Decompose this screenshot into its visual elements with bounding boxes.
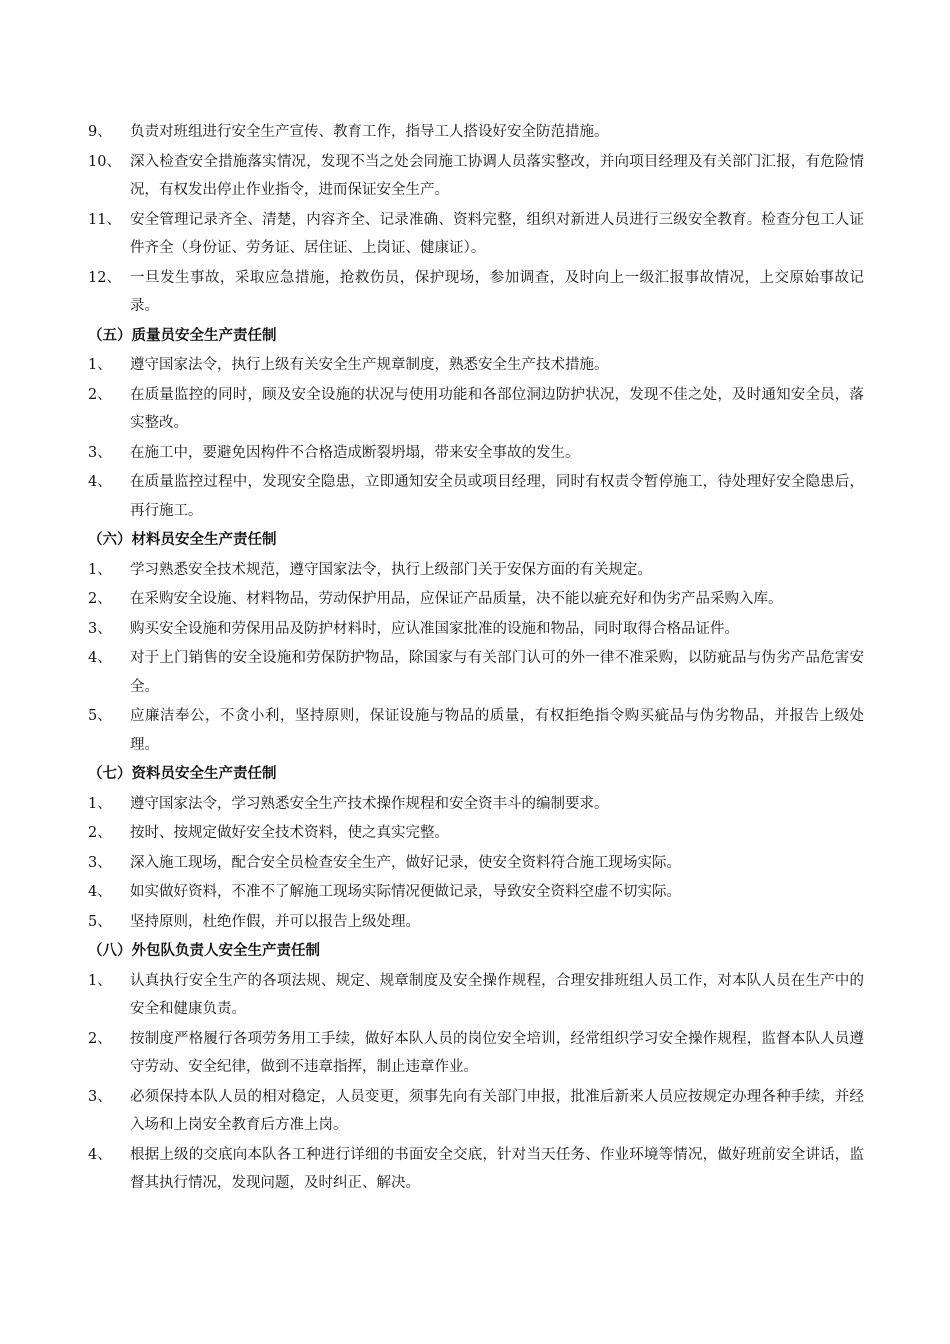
list-item bbox=[88, 790, 864, 819]
item-number: 1、 bbox=[88, 357, 112, 373]
item-number: 2、 bbox=[88, 591, 112, 607]
section-heading: （八）外包队负责人安全生产责任制 bbox=[88, 942, 320, 959]
item-number: 3、 bbox=[88, 444, 112, 461]
list-item bbox=[88, 908, 864, 937]
section-heading: （六）材料员安全生产责任制 bbox=[88, 531, 277, 548]
item-text: 深入施工现场，配合安全员检查安全生产，做好记录，使安全资料符合施工现场实际。 bbox=[130, 854, 681, 871]
item-number: 3、 bbox=[88, 620, 112, 637]
list-item bbox=[88, 148, 864, 205]
item-text: 在采购安全设施、材料物品，劳动保护用品，应保证产品质量，决不能以疵充好和伪劣产品采购入库。 bbox=[130, 591, 783, 607]
item-text: 在质量监控过程中，发现安全隐患，立即通知安全员或项目经理，同时有权责令暂停施工，待处理好安全隐患后，再行施工。 bbox=[130, 474, 864, 519]
list-item bbox=[88, 615, 864, 644]
list-item bbox=[88, 1025, 864, 1082]
item-text: 认真执行安全生产的各项法规、规定、规章制度及安全操作规程，合理安排班组人员工作，对本队人员在生产中的安全和健康负责。 bbox=[130, 972, 864, 1017]
item-number: 4、 bbox=[88, 1146, 112, 1163]
list-item bbox=[88, 206, 864, 263]
list-item bbox=[88, 967, 864, 1024]
item-number: 4、 bbox=[88, 884, 112, 900]
item-text: 负责对班组进行安全生产宣传、教育工作，指导工人搭设好安全防范措施。 bbox=[130, 124, 609, 140]
item-text: 如实做好资料，不准不了解施工现场实际情况便做记录，导致安全资料空虚不切实际。 bbox=[130, 884, 681, 900]
item-number: 2、 bbox=[88, 1030, 112, 1047]
item-text: 深入检查安全措施落实情况，发现不当之处会同施工协调人员落实整改，并向项目经理及有关部门汇报，有危险情况，有权发出停止作业指令，进而保证安全生产。 bbox=[130, 153, 864, 198]
list-item bbox=[88, 264, 864, 321]
item-text: 按时、按规定做好安全技术资料，使之真实完整。 bbox=[130, 825, 449, 841]
list-item bbox=[88, 381, 864, 438]
item-number: 11、 bbox=[88, 211, 121, 228]
item-number: 4、 bbox=[88, 474, 112, 490]
item-number: 1、 bbox=[88, 795, 112, 812]
item-number: 9、 bbox=[88, 124, 112, 140]
list-item bbox=[88, 468, 864, 525]
item-number: 5、 bbox=[88, 913, 112, 930]
item-number: 1、 bbox=[88, 561, 112, 578]
item-number: 2、 bbox=[88, 386, 112, 403]
item-text: 购买安全设施和劳保用品及防护材料时，应认准国家批准的设施和物品，同时取得合格品证件。 bbox=[130, 620, 739, 637]
list-item bbox=[88, 556, 864, 585]
item-text: 安全管理记录齐全、清楚，内容齐全、记录准确、资料完整，组织对新进人员进行三级安全教育。检查分包工人证件齐全（身份证、劳务证、居住证、上岗证、健康证）。 bbox=[130, 211, 864, 256]
list-item bbox=[88, 644, 864, 701]
item-number: 2、 bbox=[88, 825, 112, 841]
item-text: 应廉洁奉公，不贪小利，坚持原则，保证设施与物品的质量，有权拒绝指令购买疵品与伪劣物品，并报告上级处理。 bbox=[130, 708, 864, 753]
item-text: 遵守国家法令，学习熟悉安全生产技术操作规程和安全资丰斗的编制要求。 bbox=[130, 795, 609, 812]
item-text: 在施工中，要避免因构件不合格造成断裂坍塌，带来安全事故的发生。 bbox=[130, 444, 580, 461]
item-text: 在质量监控的同时，顾及安全设施的状况与使用功能和各部位洞边防护状况，发现不佳之处，及时通知安全员，落实整改。 bbox=[130, 386, 864, 431]
list-item bbox=[88, 585, 864, 614]
section-heading: （五）质量员安全生产责任制 bbox=[88, 326, 277, 344]
item-number: 12、 bbox=[88, 269, 121, 286]
item-number: 3、 bbox=[88, 1088, 112, 1105]
item-number: 3、 bbox=[88, 854, 112, 871]
item-number: 5、 bbox=[88, 708, 112, 724]
list-item bbox=[88, 1141, 864, 1198]
item-text: 根据上级的交底向本队各工种进行详细的书面安全交底，针对当天任务、作业环境等情况，做好班前安全讲话，监督其执行情况，发现问题，及时纠正、解决。 bbox=[130, 1146, 864, 1191]
item-text: 遵守国家法令，执行上级有关安全生产规章制度，熟悉安全生产技术措施。 bbox=[130, 357, 609, 373]
item-text: 按制度严格履行各项劳务用工手续，做好本队人员的岗位安全培训，经常组织学习安全操作规程，监督本队人员遵守劳动、安全纪律，做到不违章指挥，制止违章作业。 bbox=[130, 1030, 864, 1075]
list-item bbox=[88, 351, 864, 380]
item-text: 必须保持本队人员的相对稳定，人员变更，须事先向有关部门申报，批准后新来人员应按规定办理各种手续，并经入场和上岗安全教育后方准上岗。 bbox=[130, 1088, 864, 1133]
item-number: 4、 bbox=[88, 650, 112, 666]
list-item bbox=[88, 819, 864, 848]
list-item bbox=[88, 118, 864, 147]
list-item bbox=[88, 878, 864, 907]
item-number: 1、 bbox=[88, 972, 112, 989]
list-item bbox=[88, 849, 864, 878]
item-text: 学习熟悉安全技术规范，遵守国家法令，执行上级部门关于安保方面的有关规定。 bbox=[130, 561, 652, 578]
item-text: 一旦发生事故，采取应急措施，抢救伤员，保护现场，参加调查，及时向上一级汇报事故情况，上交原始事故记录。 bbox=[130, 269, 864, 314]
list-item bbox=[88, 439, 864, 468]
section-heading: （七）资料员安全生产责任制 bbox=[88, 765, 277, 782]
item-text: 坚持原则，杜绝作假，并可以报告上级处理。 bbox=[130, 913, 420, 930]
list-item bbox=[88, 702, 864, 759]
list-item bbox=[88, 1083, 864, 1140]
item-number: 10、 bbox=[88, 153, 121, 170]
item-text: 对于上门销售的安全设施和劳保防护物品，除国家与有关部门认可的外一律不准采购，以防疵品与伪劣产品危害安全。 bbox=[130, 650, 864, 695]
document-body bbox=[88, 118, 864, 1199]
